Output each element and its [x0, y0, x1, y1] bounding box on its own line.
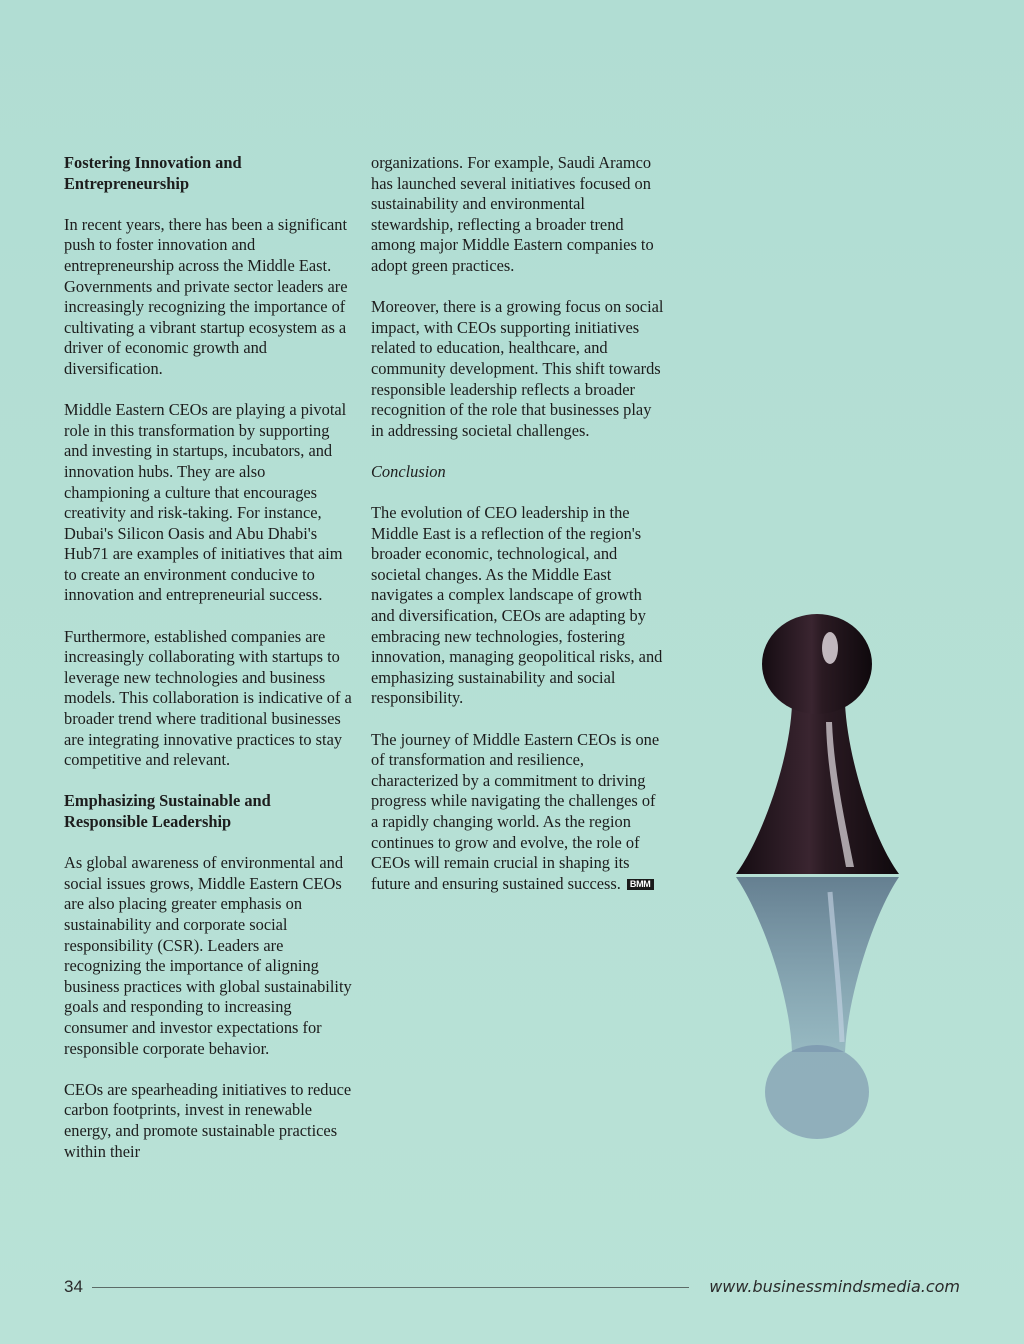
chess-pawn-icon — [730, 612, 905, 1212]
section-heading: Emphasizing Sustainable and Responsible Leadership — [64, 791, 271, 831]
footer-divider — [92, 1287, 689, 1288]
paragraph: Moreover, there is a growing focus on social impact, with CEOs supporting initiatives related to education, healthcare, and community development. This shift towards responsible leadership reflects a broader recognition of the role that businesses play in addressing societal challenges. — [371, 297, 664, 440]
paragraph: Furthermore, established companies are increasingly collaborating with startups to leverage new technologies and business models. This collaboration is indicative of a broader trend where traditional businesses are integrating innovative practices to stay competitive and relevant. — [64, 626, 352, 770]
paragraph: The evolution of CEO leadership in the Middle East is a reflection of the region's broader economic, technological, and societal changes. As the Middle East navigates a complex landscape of growth and diversification, CEOs are adapting by embracing new technologies, fostering innovation, managing geopolitical risks, and emphasizing sustainability and social responsibility. — [371, 503, 663, 708]
page-number: 34 — [64, 1277, 83, 1296]
section-heading: Fostering Innovation and Entrepreneurship — [64, 153, 242, 193]
paragraph: CEOs are spearheading initiatives to reduce carbon footprints, invest in renewable energy, and promote sustainable practices within their — [64, 1079, 352, 1161]
conclusion-heading: Conclusion — [371, 461, 446, 481]
website-url[interactable]: www.businessmindsmedia.com — [709, 1277, 960, 1296]
paragraph-final — [371, 730, 666, 895]
paragraph: organizations. For example, Saudi Aramco has launched several initiatives focused on sustainability and environmental stewardship, reflecting a broader trend among major Middle Eastern companies to adopt green practices. — [371, 153, 654, 275]
bmm-logo: BMM — [627, 879, 654, 890]
paragraph: Middle Eastern CEOs are playing a pivotal role in this transformation by supporting and investing in startups, incubators, and innovation hubs. They are also championing a culture that encourages creativity and risk-taking. For instance, Dubai's Silicon Oasis and Abu Dhabi's Hub71 are examples of initiatives that aim to create an environment conducive to innovation and entrepreneurial success. — [64, 400, 347, 605]
paragraph-text: The journey of Middle Eastern CEOs is one of transformation and resilience, characterized by a commitment to driving progress while navigating the challenges of a rapidly changing world. As the region continues to grow and evolve, the role of CEOs will remain crucial in shaping its future and ensuring sustained success. — [371, 729, 660, 893]
paragraph: As global awareness of environmental and social issues grows, Middle Eastern CEOs are also placing greater emphasis on sustainability and corporate social responsibility (CSR). Leaders are recognizing the importance of aligning business practices with global sustainability goals and responding to increasing consumer and investor expectations for responsible corporate behavior. — [64, 853, 352, 1058]
paragraph: In recent years, there has been a significant push to foster innovation and entrepreneurship across the Middle East. Governments and private sector leaders are increasingly recognizing the importance of cultivating a vibrant startup ecosystem as a driver of economic growth and diversification. — [64, 214, 348, 378]
right-column — [371, 153, 666, 915]
left-column — [64, 153, 354, 1183]
